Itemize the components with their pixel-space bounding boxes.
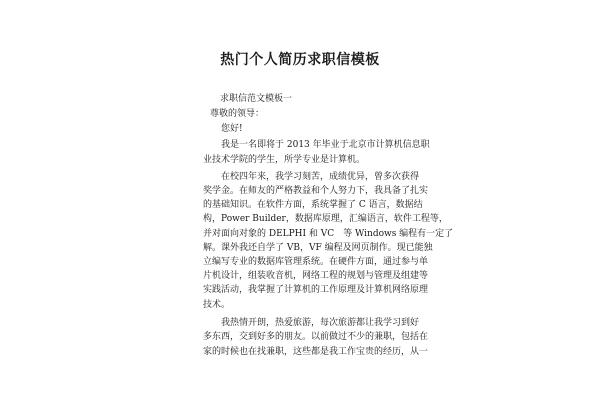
paragraph-1-line-2: 业技术学院的学生，所学专业是计算机。 xyxy=(203,155,366,165)
subtitle: 求职信范文模板一 xyxy=(220,94,293,104)
paragraph-3-line-1: 我热情开朗，热爱旅游，每次旅游都让我学习到好 xyxy=(221,318,420,328)
paragraph-2-line-1: 在校四年来，我学习刻苦，成绩优异，曾多次获得 xyxy=(221,172,420,182)
paragraph-2-line-2: 奖学金。在师友的严格教益和个人努力下，我具备了扎实 xyxy=(203,186,429,196)
document-title: 热门个人简历求职信模板 xyxy=(220,52,380,68)
paragraph-2-line-6: 解。课外我还自学了 VB，VF 编程及网页制作。现已能独 xyxy=(203,243,433,253)
paragraph-2-line-9: 实践活动，我掌握了计算机的工作原理及计算机网络原理 xyxy=(203,285,429,295)
paragraph-2-line-10: 技术。 xyxy=(203,300,231,310)
paragraph-2-line-7: 立编写专业的数据库管理系统。在硬件方面，通过参与单 xyxy=(203,257,429,267)
paragraph-3-line-2: 多东西，交到好多的朋友。以前做过不少的兼职，包括在 xyxy=(203,332,429,342)
paragraph-2-line-4: 构，Power Builder，数据库原理，汇编语言，软件工程等， xyxy=(203,214,448,224)
paragraph-3-line-3: 家的时候也在找兼职，这些都是我工作宝贵的经历，从一 xyxy=(203,347,429,357)
salutation: 尊敬的领导： xyxy=(210,109,265,119)
paragraph-2-line-5: 并对面向对象的 DELPHI 和 VC 等 Windows 编程有一定了 xyxy=(203,229,454,239)
paragraph-2-line-8: 片机设计，组装收音机，网络工程的规划与管理及组建等 xyxy=(203,271,429,281)
greeting: 您好! xyxy=(221,124,243,134)
paragraph-1-line-1: 我是一名即将于 2013 年毕业于北京市计算机信息职 xyxy=(221,140,430,150)
paragraph-2-line-3: 的基础知识。在软件方面，系统掌握了 C 语言，数据结 xyxy=(203,200,423,210)
